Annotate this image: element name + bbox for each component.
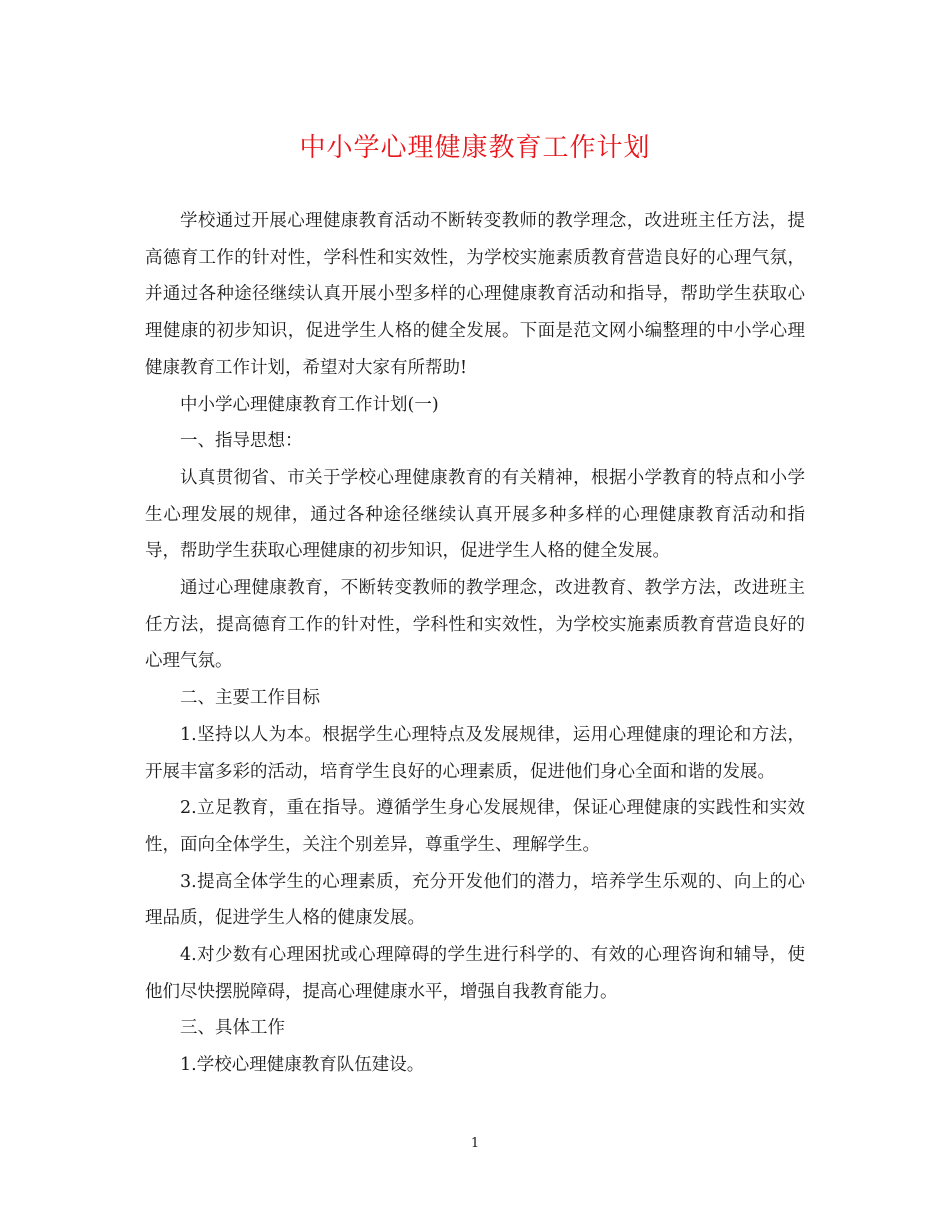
- paragraph-intro: 学校通过开展心理健康教育活动不断转变教师的教学理念，改进班主任方法，提高德育工作的针对性，学科性和实效性，为学校实施素质教育营造良好的心理气氛，并通过各种途径继续认真开展小型多样的心理健康教育活动和指导，帮助学生获取心理健康的初步知识，促进学生人格的健全发展。下面是范文网小编整理的中小学心理健康教育工作计划，希望对大家有所帮助!: [145, 211, 805, 378]
- section-heading-specific-work: 三、具体工作: [180, 1018, 285, 1039]
- goal-item-3: 3.提高全体学生的心理素质，充分开发他们的潜力，培养学生乐观的、向上的心理品质，促进学生人格的健康发展。: [145, 871, 805, 929]
- goal-item-4: 4.对少数有心理困扰或心理障碍的学生进行科学的、有效的心理咨询和辅导，使他们尽快摆脱障碍，提高心理健康水平，增强自我教育能力。: [145, 945, 805, 1002]
- page-number: 1: [470, 1136, 480, 1151]
- section-heading-guiding-thought: 一、指导思想：: [180, 431, 303, 452]
- document-title: 中小学心理健康教育工作计划: [299, 133, 651, 163]
- section-heading-main-goals: 二、主要工作目标: [180, 688, 320, 709]
- section-heading-plan-one: 中小学心理健康教育工作计划(一): [180, 394, 439, 415]
- goal-item-2: 2.立足教育，重在指导。遵循学生身心发展规律，保证心理健康的实践性和实效性，面向全体学生，关注个别差异，尊重学生、理解学生。: [145, 798, 805, 855]
- goal-item-1: 1.坚持以人为本。根据学生心理特点及发展规律，运用心理健康的理论和方法，开展丰富多彩的活动，培育学生良好的心理素质，促进他们身心全面和谐的发展。: [145, 724, 805, 782]
- document-body: [145, 203, 805, 1084]
- work-item-1: 1.学校心理健康教育队伍建设。: [180, 1055, 425, 1076]
- paragraph-guiding-thought: 认真贯彻省、市关于学校心理健康教育的有关精神，根据小学教育的特点和小学生心理发展的规律，通过各种途径继续认真开展多种多样的心理健康教育活动和指导，帮助学生获取心理健康的初步知识，促进学生人格的健全发展。: [145, 467, 805, 562]
- paragraph-teacher-concept: 通过心理健康教育，不断转变教师的教学理念，改进教育、教学方法，改进班主任方法，提高德育工作的针对性，学科性和实效性，为学校实施素质教育营造良好的心理气氛。: [145, 578, 805, 672]
